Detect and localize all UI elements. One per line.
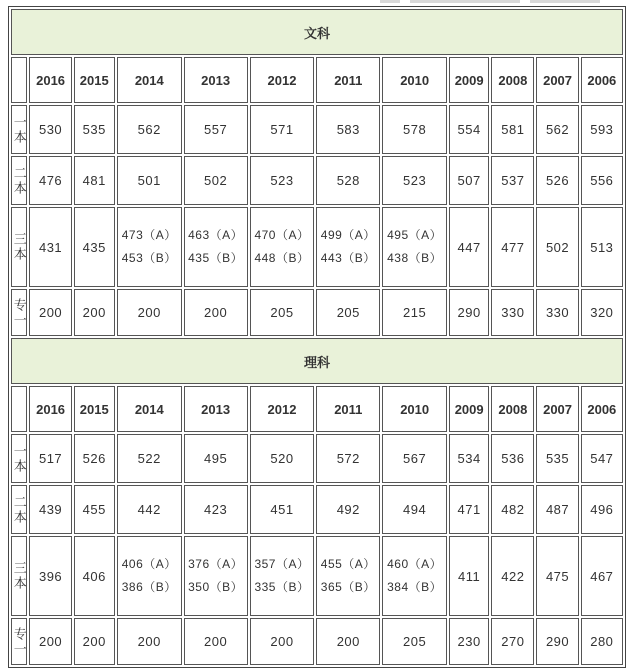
- score-value: 451: [270, 502, 294, 517]
- score-cell: [316, 156, 380, 205]
- score-value: 290: [457, 305, 481, 320]
- score-value: 499（A）: [320, 228, 376, 242]
- score-cell: [74, 618, 115, 665]
- score-value: 583: [336, 122, 360, 137]
- score-value: 439: [38, 502, 63, 517]
- year-header: 2013: [184, 57, 248, 103]
- score-cell: [382, 289, 447, 336]
- table-row: [11, 105, 623, 154]
- score-value: 290: [545, 634, 570, 649]
- score-cell: [449, 485, 489, 534]
- score-cell: [316, 536, 380, 616]
- score-cell: [449, 105, 489, 154]
- score-cell: [250, 434, 315, 483]
- score-value: 335（B）: [254, 580, 310, 594]
- score-cell: [117, 485, 182, 534]
- score-value: 487: [545, 502, 570, 517]
- score-cell: [117, 536, 182, 616]
- table-row: [11, 207, 623, 287]
- table-row: [11, 434, 623, 483]
- score-value: 455（A）: [320, 557, 376, 571]
- score-cell: [316, 289, 380, 336]
- score-value: 460（A）: [387, 557, 443, 571]
- score-cell: [581, 105, 623, 154]
- year-header: 2010: [382, 57, 447, 103]
- score-cell: [316, 105, 380, 154]
- top-strip-tab: [410, 0, 520, 3]
- score-value: 470（A）: [254, 228, 310, 242]
- score-value: 200: [82, 305, 106, 320]
- score-cell: [536, 105, 578, 154]
- score-cell: [491, 536, 534, 616]
- score-cell: [184, 536, 248, 616]
- score-cell: [382, 207, 447, 287]
- year-header: 2007: [536, 386, 578, 432]
- score-table-body: [11, 9, 623, 665]
- score-value: 523: [270, 173, 294, 188]
- score-cell: [316, 485, 380, 534]
- score-value: 481: [82, 173, 106, 188]
- score-cell: [449, 156, 489, 205]
- score-cell: [491, 289, 534, 336]
- score-value: 215: [403, 305, 427, 320]
- score-cell: [536, 618, 578, 665]
- score-cell: [29, 536, 71, 616]
- score-value: 467: [590, 568, 614, 584]
- tier-label: 一本: [11, 434, 27, 483]
- score-cell: [491, 485, 534, 534]
- score-value: 554: [457, 122, 481, 137]
- score-value: 396: [38, 568, 63, 584]
- score-cell: [382, 434, 447, 483]
- score-value: 431: [38, 239, 63, 255]
- score-value: 567: [403, 451, 427, 466]
- score-cell: [117, 207, 182, 287]
- score-cell: [184, 485, 248, 534]
- score-value: 495: [204, 451, 228, 466]
- tier-label: 二本: [11, 156, 27, 205]
- score-cell: [117, 156, 182, 205]
- score-value: 494: [403, 502, 427, 517]
- top-strip-tab: [380, 0, 400, 3]
- score-value: 384（B）: [387, 580, 443, 594]
- score-cell: [184, 434, 248, 483]
- year-header: 2006: [581, 57, 623, 103]
- corner-cell: [11, 386, 27, 432]
- score-value: 376（A）: [188, 557, 244, 571]
- score-value: 530: [38, 122, 63, 137]
- score-value: 205: [403, 634, 427, 649]
- score-cell: [536, 156, 578, 205]
- score-cell: [316, 434, 380, 483]
- score-value: 523: [403, 173, 427, 188]
- score-value: 535: [545, 451, 570, 466]
- score-cell: [250, 105, 315, 154]
- score-value: 448（B）: [254, 251, 310, 265]
- score-cell: [117, 618, 182, 665]
- score-value: 482: [501, 502, 525, 517]
- score-cell: [382, 536, 447, 616]
- score-value: 526: [545, 173, 570, 188]
- score-cell: [581, 207, 623, 287]
- score-cell: [29, 434, 71, 483]
- score-cell: [491, 434, 534, 483]
- score-cell: [581, 156, 623, 205]
- score-value: 230: [457, 634, 481, 649]
- score-cell: [250, 485, 315, 534]
- score-cell: [382, 156, 447, 205]
- tier-label: 专一: [11, 289, 27, 336]
- year-header: 2016: [29, 386, 71, 432]
- score-value: 526: [82, 451, 106, 466]
- score-cell: [581, 618, 623, 665]
- corner-cell: [11, 57, 27, 103]
- score-value: 502: [545, 239, 570, 255]
- year-header: 2016: [29, 57, 71, 103]
- year-header: 2014: [117, 57, 182, 103]
- year-header: 2007: [536, 57, 578, 103]
- score-value: 473（A）: [121, 228, 177, 242]
- score-value: 562: [545, 122, 570, 137]
- score-value: 386（B）: [121, 580, 177, 594]
- score-value: 520: [270, 451, 294, 466]
- section-title: 理科: [11, 338, 623, 384]
- score-value: 205: [336, 305, 360, 320]
- score-value: 200: [38, 305, 63, 320]
- score-value: 578: [403, 122, 427, 137]
- score-cell: [74, 207, 115, 287]
- score-cell: [184, 289, 248, 336]
- score-value: 280: [590, 634, 614, 649]
- score-cell: [536, 434, 578, 483]
- score-value: 200: [204, 634, 228, 649]
- score-cell: [536, 289, 578, 336]
- year-header: 2015: [74, 57, 115, 103]
- score-value: 200: [204, 305, 228, 320]
- score-value: 365（B）: [320, 580, 376, 594]
- score-value: 443（B）: [320, 251, 376, 265]
- year-header: 2012: [250, 386, 315, 432]
- score-value: 357（A）: [254, 557, 310, 571]
- tier-label: 三本: [11, 207, 27, 287]
- tier-label: 二本: [11, 485, 27, 534]
- score-value: 200: [137, 634, 161, 649]
- year-header-row: [11, 386, 623, 432]
- score-value: 495（A）: [387, 228, 443, 242]
- score-cell: [29, 105, 71, 154]
- score-cell: [184, 105, 248, 154]
- score-value: 477: [501, 239, 525, 255]
- score-value: 200: [38, 634, 63, 649]
- score-cell: [581, 289, 623, 336]
- score-cell: [581, 434, 623, 483]
- score-cell: [382, 618, 447, 665]
- score-cell: [74, 156, 115, 205]
- score-cell: [250, 156, 315, 205]
- score-value: 471: [457, 502, 481, 517]
- score-cell: [449, 536, 489, 616]
- score-value: 536: [501, 451, 525, 466]
- score-value: 423: [204, 502, 228, 517]
- score-value: 350（B）: [188, 580, 244, 594]
- score-value: 453（B）: [121, 251, 177, 265]
- score-value: 501: [137, 173, 161, 188]
- score-cell: [29, 618, 71, 665]
- table-row: [11, 618, 623, 665]
- year-header: 2015: [74, 386, 115, 432]
- score-cell: [29, 289, 71, 336]
- section-header-row: [11, 338, 623, 384]
- score-value: 442: [137, 502, 161, 517]
- score-cell: [491, 105, 534, 154]
- score-value: 200: [270, 634, 294, 649]
- score-value: 502: [204, 173, 228, 188]
- score-cell: [449, 289, 489, 336]
- score-value: 205: [270, 305, 294, 320]
- score-value: 507: [457, 173, 481, 188]
- score-cell: [250, 536, 315, 616]
- score-cell: [74, 434, 115, 483]
- score-value: 537: [501, 173, 525, 188]
- score-cell: [449, 207, 489, 287]
- score-cell: [316, 618, 380, 665]
- score-cell: [184, 207, 248, 287]
- score-value: 438（B）: [387, 251, 443, 265]
- table-row: [11, 485, 623, 534]
- score-cell: [449, 618, 489, 665]
- score-value: 513: [590, 239, 614, 255]
- table-row: [11, 536, 623, 616]
- year-header: 2009: [449, 57, 489, 103]
- score-cell: [491, 618, 534, 665]
- score-value: 422: [501, 568, 525, 584]
- year-header: 2010: [382, 386, 447, 432]
- score-value: 572: [336, 451, 360, 466]
- score-value: 435: [82, 239, 106, 255]
- score-cell: [29, 156, 71, 205]
- year-header: 2012: [250, 57, 315, 103]
- score-value: 200: [137, 305, 161, 320]
- score-value: 593: [590, 122, 614, 137]
- score-value: 455: [82, 502, 106, 517]
- score-value: 556: [590, 173, 614, 188]
- score-cell: [74, 289, 115, 336]
- score-cell: [536, 207, 578, 287]
- score-value: 571: [270, 122, 294, 137]
- score-cell: [29, 485, 71, 534]
- score-cell: [382, 105, 447, 154]
- score-cell: [581, 536, 623, 616]
- score-value: 496: [590, 502, 614, 517]
- score-value: 406（A）: [121, 557, 177, 571]
- score-value: 435（B）: [188, 251, 244, 265]
- score-value: 535: [82, 122, 106, 137]
- score-cell: [491, 207, 534, 287]
- score-cell: [250, 618, 315, 665]
- year-header-row: [11, 57, 623, 103]
- score-value: 200: [82, 634, 106, 649]
- score-cell: [536, 485, 578, 534]
- year-header: 2006: [581, 386, 623, 432]
- score-value: 463（A）: [188, 228, 244, 242]
- score-cell: [382, 485, 447, 534]
- score-table: [8, 6, 626, 668]
- score-cell: [117, 105, 182, 154]
- year-header: 2011: [316, 57, 380, 103]
- score-cell: [250, 207, 315, 287]
- year-header: 2013: [184, 386, 248, 432]
- score-cell: [74, 105, 115, 154]
- score-cell: [74, 485, 115, 534]
- score-cell: [491, 156, 534, 205]
- year-header: 2008: [491, 57, 534, 103]
- score-cell: [117, 434, 182, 483]
- score-value: 534: [457, 451, 481, 466]
- year-header: 2008: [491, 386, 534, 432]
- score-value: 406: [82, 568, 106, 584]
- section-title: 文科: [11, 9, 623, 55]
- score-cell: [581, 485, 623, 534]
- score-value: 475: [545, 568, 570, 584]
- tier-label: 一本: [11, 105, 27, 154]
- score-cell: [250, 289, 315, 336]
- score-value: 517: [38, 451, 63, 466]
- score-value: 547: [590, 451, 614, 466]
- score-value: 447: [457, 239, 481, 255]
- score-value: 522: [137, 451, 161, 466]
- top-strip-tab: [530, 0, 600, 3]
- year-header: 2014: [117, 386, 182, 432]
- score-value: 581: [501, 122, 525, 137]
- score-cell: [184, 156, 248, 205]
- score-value: 528: [336, 173, 360, 188]
- score-cell: [117, 289, 182, 336]
- score-value: 330: [545, 305, 570, 320]
- score-cell: [449, 434, 489, 483]
- score-cell: [536, 536, 578, 616]
- score-value: 330: [501, 305, 525, 320]
- year-header: 2009: [449, 386, 489, 432]
- score-cell: [184, 618, 248, 665]
- score-cell: [74, 536, 115, 616]
- score-value: 320: [590, 305, 614, 320]
- score-cell: [316, 207, 380, 287]
- table-row: [11, 156, 623, 205]
- score-value: 411: [458, 568, 481, 584]
- score-value: 492: [336, 502, 360, 517]
- year-header: 2011: [316, 386, 380, 432]
- score-value: 562: [137, 122, 161, 137]
- score-value: 557: [204, 122, 228, 137]
- score-value: 200: [336, 634, 360, 649]
- score-value: 476: [38, 173, 63, 188]
- section-header-row: [11, 9, 623, 55]
- score-cell: [29, 207, 71, 287]
- score-value: 270: [501, 634, 525, 649]
- tier-label: 三本: [11, 536, 27, 616]
- table-row: [11, 289, 623, 336]
- tier-label: 专一: [11, 618, 27, 665]
